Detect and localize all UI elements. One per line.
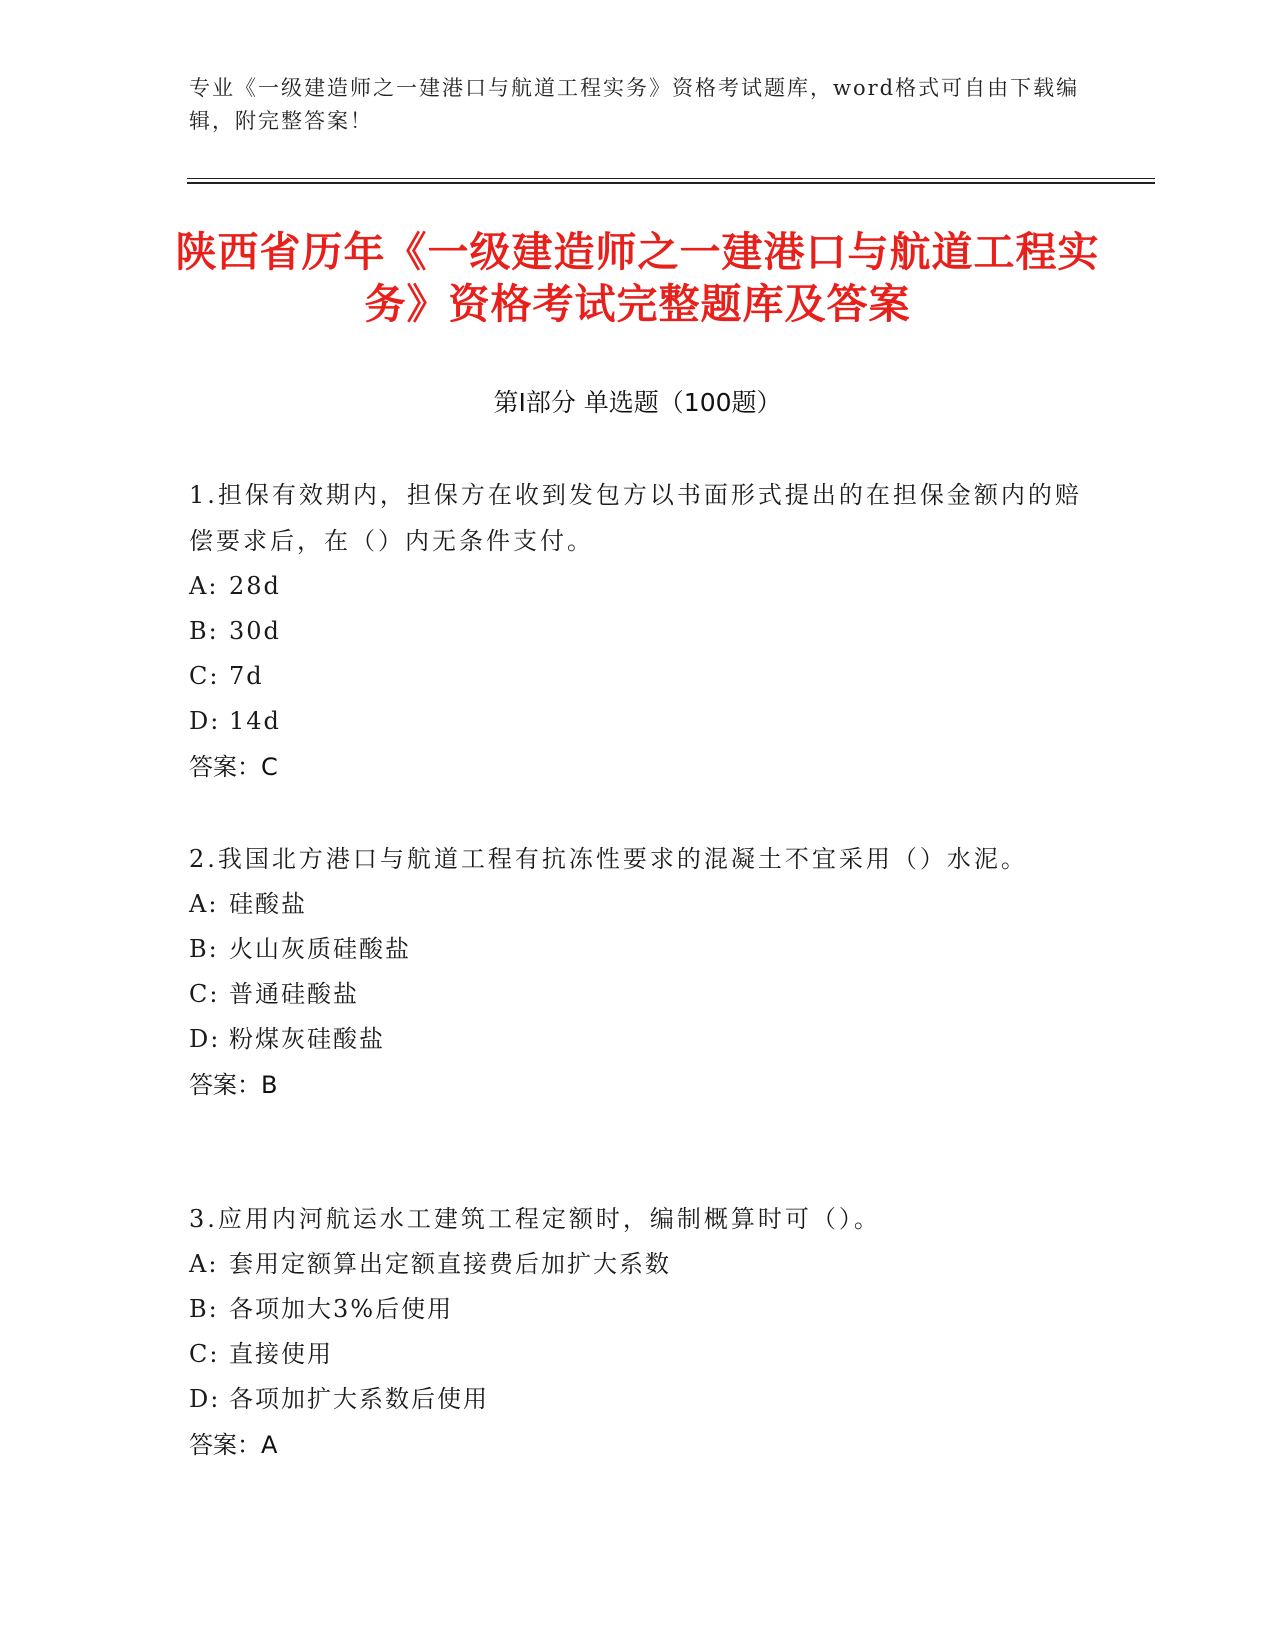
option-c [189, 1332, 1089, 1377]
section-title: 第Ⅰ部分 单选题（100题） [493, 388, 782, 417]
option-letter: B: [189, 935, 219, 963]
option-text: 7d [229, 662, 264, 690]
answer-line [189, 744, 1089, 790]
option-text: 普通硅酸盐 [229, 980, 359, 1008]
answer-value: C [261, 753, 278, 781]
option-letter: A: [189, 572, 219, 600]
header-divider [187, 178, 1155, 179]
question-2 [189, 836, 1089, 1108]
answer-label: 答案： [189, 1071, 261, 1099]
option-letter: A: [189, 890, 219, 918]
option-b [189, 1287, 1089, 1332]
option-c [189, 972, 1089, 1017]
option-text: 14d [229, 707, 281, 735]
option-d [189, 1377, 1089, 1422]
option-text: 各项加大3%后使用 [229, 1295, 454, 1323]
answer-value: B [261, 1071, 278, 1099]
option-text: 28d [229, 572, 281, 600]
option-text: 火山灰质硅酸盐 [229, 935, 411, 963]
option-b [189, 609, 1089, 654]
option-letter: D: [189, 707, 221, 735]
question-3 [189, 1196, 1089, 1468]
option-text: 粉煤灰硅酸盐 [229, 1025, 385, 1053]
answer-line [189, 1422, 1089, 1468]
option-letter: C: [189, 980, 220, 1008]
option-letter: C: [189, 662, 220, 690]
option-d [189, 699, 1089, 744]
header-note: 专业《一级建造师之一建港口与航道工程实务》资格考试题库，word格式可自由下载编辑，附完整答案！ [189, 76, 1080, 133]
option-text: 硅酸盐 [229, 890, 307, 918]
option-text: 套用定额算出定额直接费后加扩大系数 [229, 1250, 671, 1278]
option-a [189, 1242, 1089, 1287]
question-stem: 3.应用内河航运水工建筑工程定额时，编制概算时可（）。 [189, 1205, 881, 1233]
option-letter: D: [189, 1385, 221, 1413]
answer-line [189, 1062, 1089, 1108]
header-divider-thick [187, 182, 1155, 184]
option-b [189, 927, 1089, 972]
question-stem: 1.担保有效期内，担保方在收到发包方以书面形式提出的在担保金额内的赔偿要求后，在（）内无条件支付。 [189, 481, 1082, 555]
option-text: 30d [229, 617, 281, 645]
option-letter: C: [189, 1340, 220, 1368]
question-stem: 2.我国北方港口与航道工程有抗冻性要求的混凝土不宜采用（）水泥。 [189, 845, 1028, 873]
option-c [189, 654, 1089, 699]
option-a [189, 564, 1089, 609]
option-letter: D: [189, 1025, 221, 1053]
document-title: 陕西省历年《一级建造师之一建港口与航道工程实务》资格考试完整题库及答案 [175, 228, 1100, 328]
option-letter: B: [189, 617, 219, 645]
option-d [189, 1017, 1089, 1062]
answer-value: A [261, 1431, 278, 1459]
question-1 [189, 472, 1089, 790]
option-a [189, 882, 1089, 927]
option-letter: B: [189, 1295, 219, 1323]
answer-label: 答案： [189, 1431, 261, 1459]
option-text: 直接使用 [229, 1340, 333, 1368]
answer-label: 答案： [189, 753, 261, 781]
option-letter: A: [189, 1250, 219, 1278]
option-text: 各项加扩大系数后使用 [229, 1385, 489, 1413]
